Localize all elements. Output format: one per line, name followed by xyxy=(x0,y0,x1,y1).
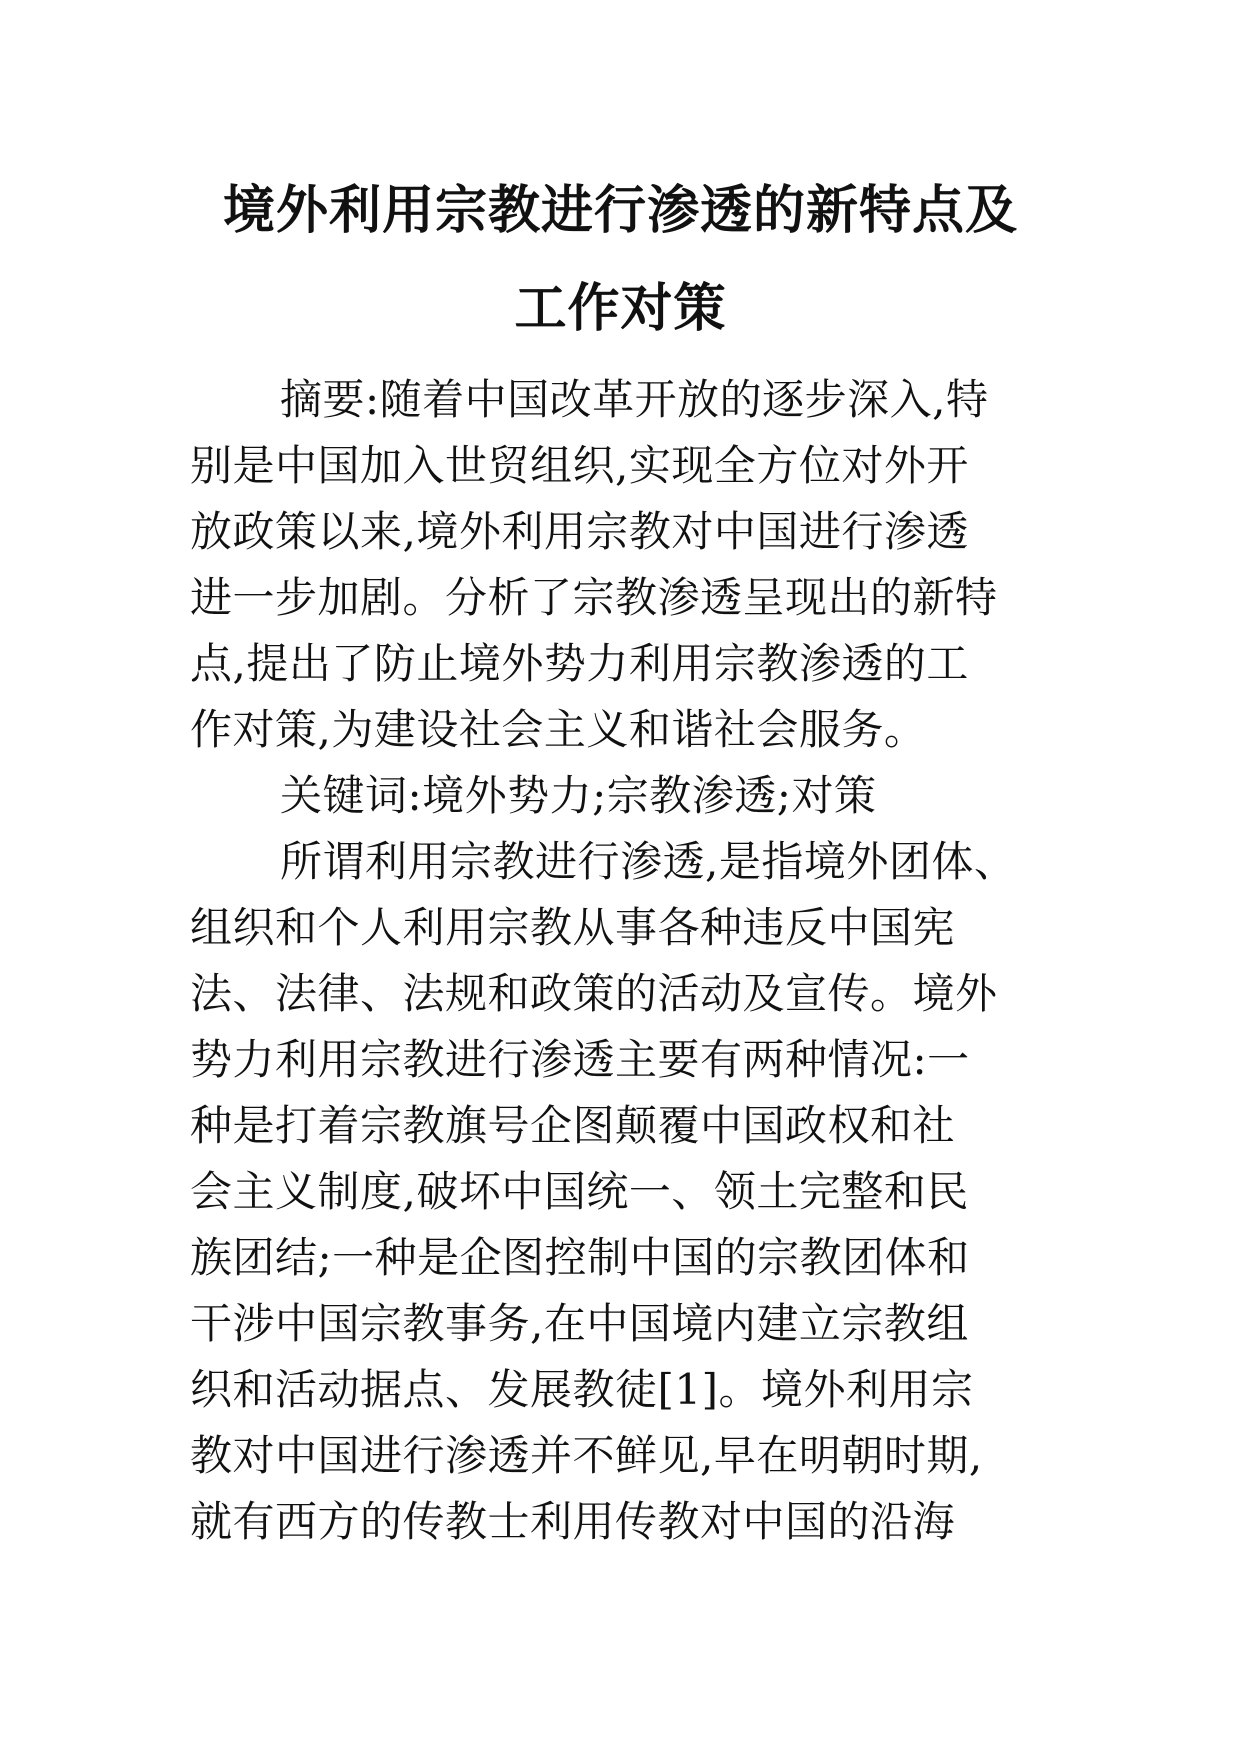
paragraph-line: 种是打着宗教旗号企图颠覆中国政权和社 xyxy=(190,1101,956,1150)
abstract-line: 摘要:随着中国改革开放的逐步深入,特 xyxy=(280,375,989,424)
paragraph-line: 就有西方的传教士利用传教对中国的沿海 xyxy=(190,1497,956,1546)
paragraph-line: 织和活动据点、发展教徒[1]。境外利用宗 xyxy=(190,1365,974,1414)
paragraph-line: 组织和个人利用宗教从事各种违反中国宪 xyxy=(190,903,956,952)
paragraph-line: 干涉中国宗教事务,在中国境内建立宗教组 xyxy=(190,1299,969,1348)
abstract-line: 点,提出了防止境外势力利用宗教渗透的工 xyxy=(190,639,969,688)
paragraph-line: 会主义制度,破坏中国统一、领土完整和民 xyxy=(190,1167,969,1216)
abstract-line: 别是中国加入世贸组织,实现全方位对外开 xyxy=(190,441,969,490)
keywords-line: 关键词:境外势力;宗教渗透;对策 xyxy=(280,771,877,820)
paragraph-line: 法、法律、法规和政策的活动及宣传。境外 xyxy=(190,969,998,1018)
paragraph-line: 族团结;一种是企图控制中国的宗教团体和 xyxy=(190,1233,970,1282)
abstract-line: 作对策,为建设社会主义和谐社会服务。 xyxy=(190,705,927,754)
paragraph-line: 势力利用宗教进行渗透主要有两种情况:一 xyxy=(190,1035,970,1084)
document-title-line-1: 境外利用宗教进行渗透的新特点及 xyxy=(222,180,1018,241)
paragraph-line: 所谓利用宗教进行渗透,是指境外团体、 xyxy=(280,837,1017,886)
abstract-line: 进一步加剧。分析了宗教渗透呈现出的新特 xyxy=(190,573,998,622)
document-title-line-2: 工作对策 xyxy=(514,278,727,339)
abstract-line: 放政策以来,境外利用宗教对中国进行渗透 xyxy=(190,507,969,556)
paragraph-line: 教对中国进行渗透并不鲜见,早在明朝时期, xyxy=(190,1431,983,1480)
